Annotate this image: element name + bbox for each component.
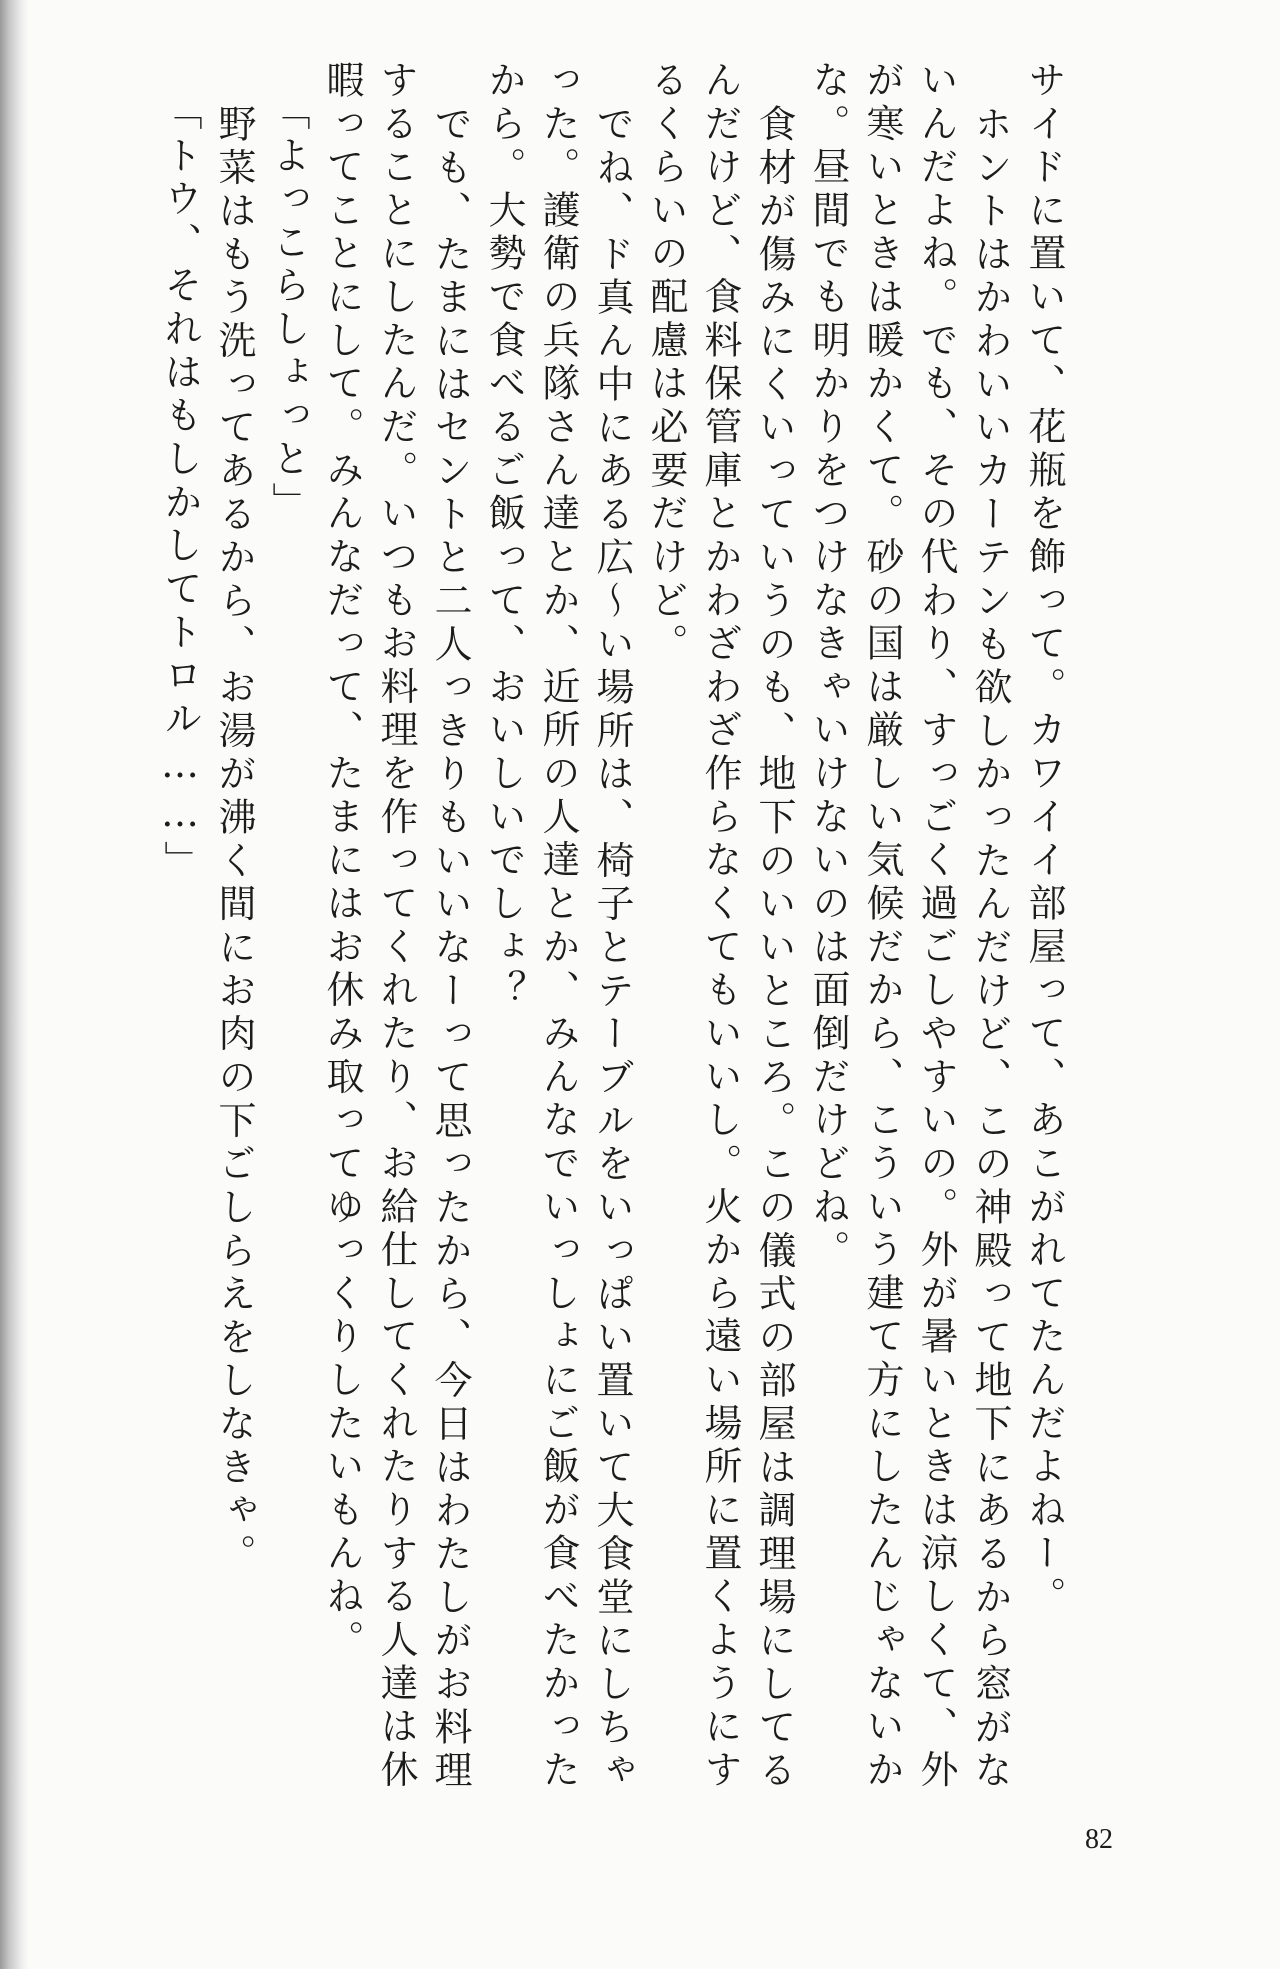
text-column-3: いんだよね。でも、その代わり、すっごく過ごしやすいの。外が暑いときは涼しくて、外 xyxy=(914,60,958,1793)
text-column-11: から。大勢で食べるご飯って、おいしいでしょ？ xyxy=(482,60,526,1014)
text-column-13: することにしたんだ。いつもお料理を作ってくれたり、お給仕してくれたりする人達は休 xyxy=(374,60,418,1793)
text-column-7: んだけど、食料保管庫とかわざわざ作らなくてもいいし。火から遠い場所に置くようにす xyxy=(698,60,742,1793)
text-column-15: 「よっこらしょっと」 xyxy=(266,92,310,526)
text-column-17: 「トウ、それはもしかしてトロル……」 xyxy=(158,92,202,884)
text-column-9: でね、ド真ん中にある広〜い場所は、椅子とテーブルをいっぱい置いて大食堂にしちゃ xyxy=(590,104,634,1794)
page-number: 82 xyxy=(1085,1824,1113,1855)
text-column-5: な。昼間でも明かりをつけなきゃいけないのは面倒だけどね。 xyxy=(806,60,850,1273)
text-column-8: るくらいの配慮は必要だけど。 xyxy=(644,60,688,667)
text-column-12: でも、たまにはセントと二人っきりもいいなーって思ったから、今日はわたしがお料理 xyxy=(428,104,472,1794)
text-column-16: 野菜はもう洗ってあるから、お湯が沸く間にお肉の下ごしらえをしなきゃ。 xyxy=(212,104,256,1577)
text-column-6: 食材が傷みにくいっていうのも、地下のいいところ。この儀式の部屋は調理場にしてる xyxy=(752,104,796,1794)
text-column-1: サイドに置いて、花瓶を飾って。カワイイ部屋って、あこがれてたんだよねー。 xyxy=(1022,60,1066,1620)
text-column-2: ホントはかわいいカーテンも欲しかったんだけど、この神殿って地下にあるから窓がな xyxy=(968,104,1012,1794)
text-column-14: 暇ってことにして。みんなだって、たまにはお休み取ってゆっくりしたいもんね。 xyxy=(320,60,364,1663)
binding-gutter-shadow xyxy=(0,0,28,1969)
text-column-10: った。護衛の兵隊さん達とか、近所の人達とか、みんなでいっしょにご飯が食べたかった xyxy=(536,60,580,1793)
text-column-4: が寒いときは暖かくて。砂の国は厳しい気候だから、こういう建て方にしたんじゃないか xyxy=(860,60,904,1793)
